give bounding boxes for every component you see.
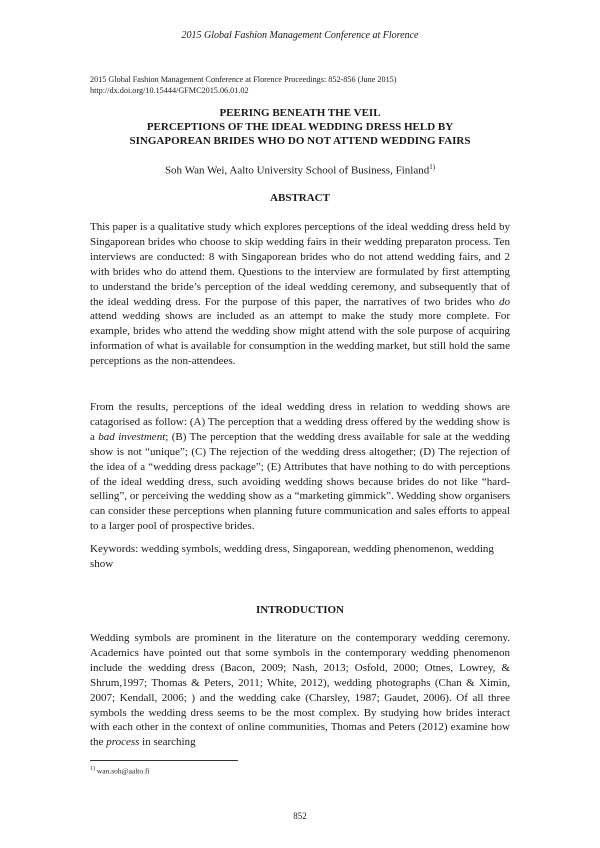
page-number: 852: [293, 811, 307, 821]
abstract-p1-text-a: This paper is a qualitative study which explores perceptions of the ideal wedding dress held by Singaporean brides who choose to skip wedding fairs in their wedding preparaton process. Ten interviews are conducted: 8 with Singaporean brides who do not attend wedding fairs, and 2 with brides who do attend them. Questions to the interview are formulated by first attempting to understand the bride’s perception of the ideal wedding ceremony, and subsequently that of the ideal wedding dress. For the purpose of this paper, the narratives of two brides who: [90, 221, 510, 308]
footnote-email[interactable]: wan.soh@aalto.fi: [96, 766, 150, 776]
intro-p1-text-a: Wedding symbols are prominent in the literature on the contemporary wedding ceremony. Academics have pointed out that some symbols in the contemporary wedding phenomenon include the wedding dress (Bacon, 2009; Nash, 2013; Osfold, 2000; Otnes, Lowrey, & Shrum,1997; Thomas & Peters, 2011; White, 2012), wedding photographs (Chan & Ximin, 2007; Kendall, 2006; ) and the wedding cake (Charsley, 1987; Gaudet, 2006). Of all three symbols the wedding dress seems to be the most complex. By studying how brides interact with each other in the context of online communities, Thomas and Peters (2012) examine how the: [90, 632, 510, 749]
author-name: Soh Wan Wei, Aalto University School of Business, Finland: [164, 164, 430, 177]
introduction-paragraph-1: [90, 631, 510, 750]
footnote: [90, 766, 150, 776]
title-line-2: PERCEPTIONS OF THE IDEAL WEDDING DRESS HELD BY: [146, 121, 454, 133]
intro-p1-emphasis: process: [106, 736, 140, 749]
introduction-heading: INTRODUCTION: [255, 604, 344, 616]
abstract-p1-text-b: attend wedding shows are included as an attempt to make the study more complete. For example, brides who attend the wedding show might attend with the sole purpose of acquiring information of what is available for consumption in the wedding market, but still hold the same perceptions as the non-attendees.: [90, 310, 510, 368]
abstract-p2-emphasis: bad investment: [98, 430, 166, 443]
abstract-p2-text-b: ; (B) The perception that the wedding dress available for sale at the wedding show is not “unique”; (C) The rejection of the wedding dress altogether; (D) The rejection of the idea of a “wedding dress package”; (E) Attributes that have nothing to do with perceptions of the ideal wedding dress, such avoiding wedding shows because brides do not like “hard-selling”, or perceiving the wedding show as a “marketing gimmick”. Wedding show organisers can consider these perceptions when planning future communication and sales efforts to appeal to a larger pool of prospective brides.: [90, 430, 510, 533]
intro-p1-text-b: in searching: [139, 736, 196, 749]
abstract-paragraph-2: [90, 400, 510, 534]
title-line-3: SINGAPOREAN BRIDES WHO DO NOT ATTEND WEDDING FAIRS: [129, 135, 471, 147]
author-line: [0, 163, 600, 177]
abstract-heading: ABSTRACT: [270, 192, 330, 204]
title-line-1: PEERING BENEATH THE VEIL: [219, 107, 381, 119]
abstract-paragraph-1: [90, 220, 510, 369]
paper-title: [60, 106, 540, 148]
author-footnote-mark: 1): [429, 163, 436, 171]
abstract-p2-text-a: From the results, perceptions of the ideal wedding dress in relation to wedding shows are catagorised as follow: (A) The perception that a wedding dress offered by the wedding show is a: [90, 401, 510, 443]
footnote-divider: [90, 760, 238, 761]
footnote-mark: 1): [90, 766, 95, 772]
keywords: Keywords: wedding symbols, wedding dress, Singaporean, wedding phenomenon, wedding show: [90, 543, 494, 570]
doi-link[interactable]: http://dx.doi.org/10.15444/GFMC2015.06.01.02: [90, 85, 249, 95]
proceedings-info: [90, 75, 510, 96]
proceedings-citation: 2015 Global Fashion Management Conference at Florence Proceedings: 852-856 (June 2015): [90, 75, 397, 84]
abstract-p1-emphasis: do: [499, 295, 510, 308]
running-header: 2015 Global Fashion Management Conference at Florence: [181, 30, 419, 41]
